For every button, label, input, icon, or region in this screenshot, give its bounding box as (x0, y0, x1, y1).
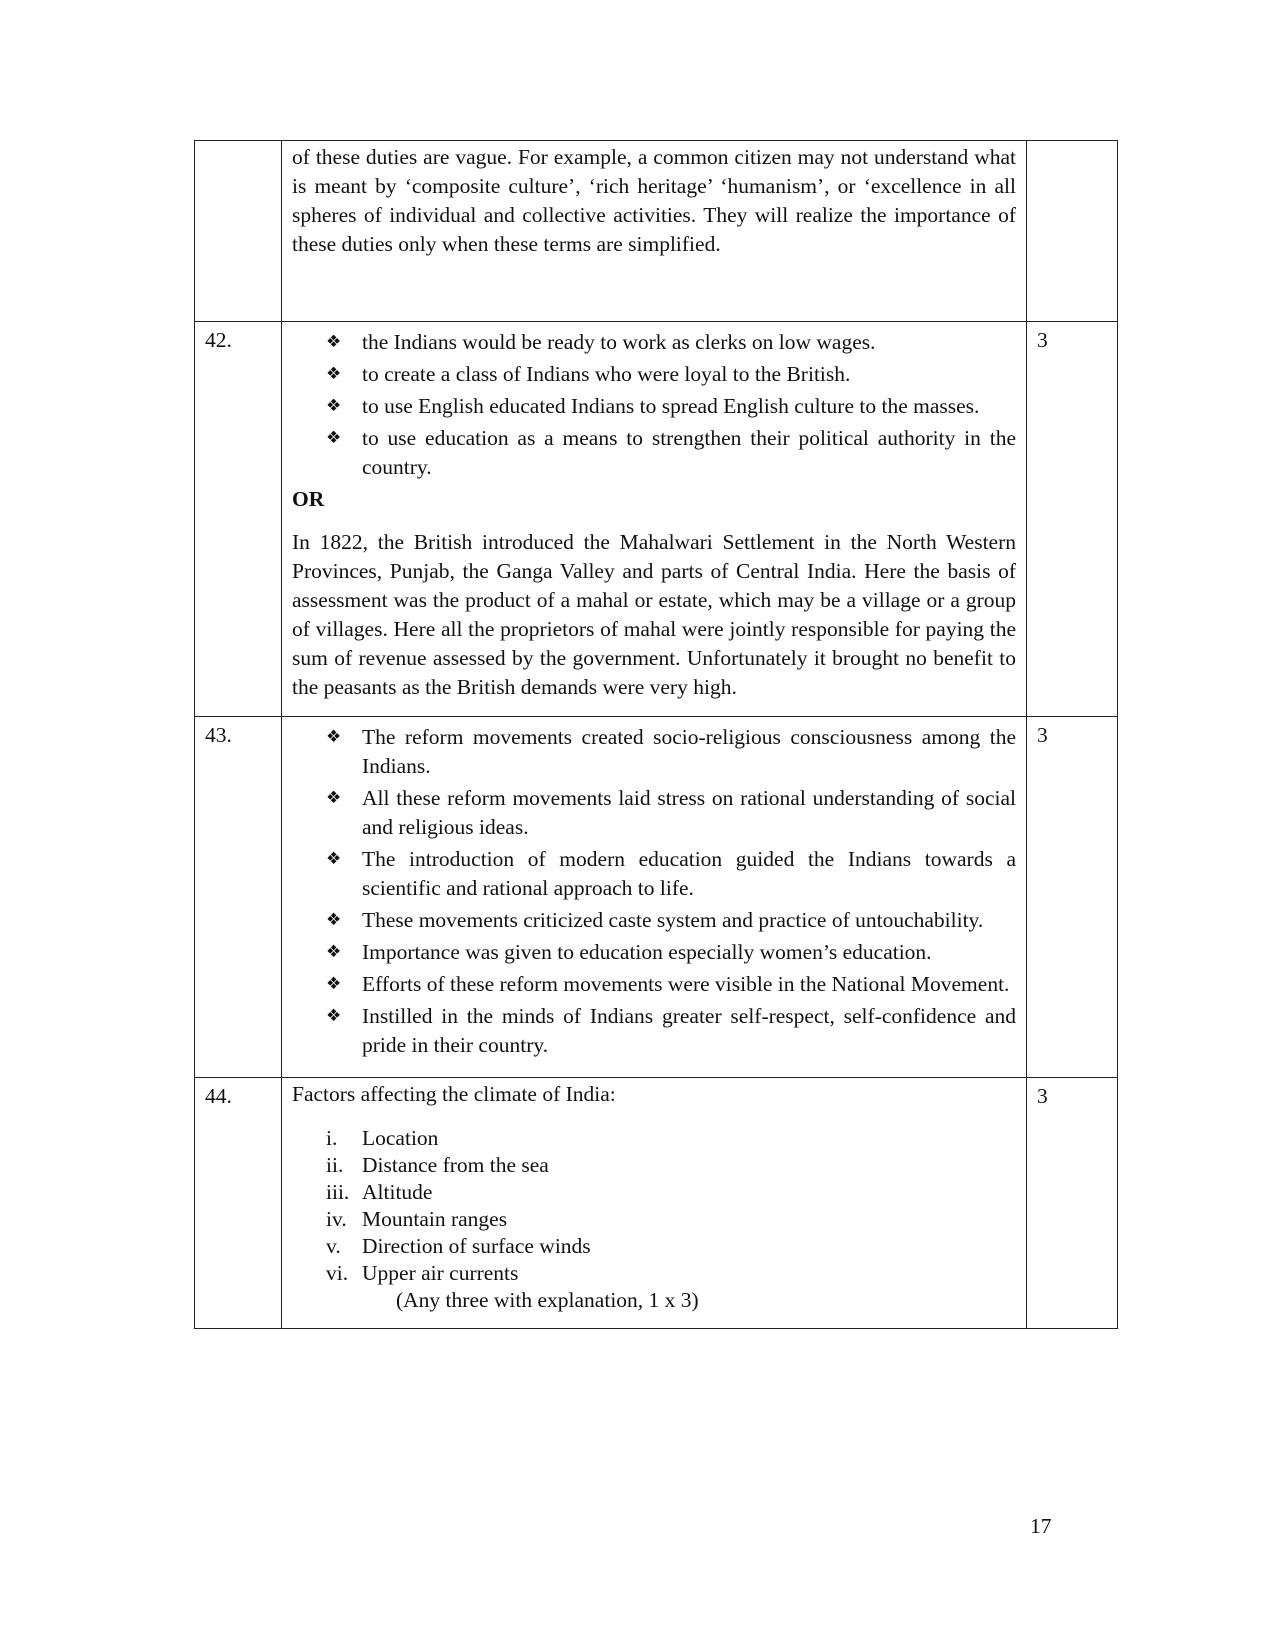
list-item: ❖ Importance was given to education especially women’s education. (292, 938, 1016, 967)
list-item: ii. Distance from the sea (326, 1153, 549, 1177)
diamond-bullet-icon: ❖ (326, 1006, 342, 1026)
table-row-continuation (195, 141, 1118, 322)
question-number: 44. (195, 1078, 282, 1329)
list-item: ❖ The introduction of modern education guided the Indians towards a scientific and rational approach to life. (326, 847, 1016, 900)
diamond-bullet-icon: ❖ (326, 942, 342, 962)
answer-content (282, 717, 1027, 1078)
question-number (195, 141, 282, 322)
diamond-bullet-icon: ❖ (326, 396, 342, 416)
or-label: OR (292, 487, 325, 511)
page-number: 17 (1030, 1514, 1052, 1538)
question-number: 43. (195, 717, 282, 1078)
list-item: iv. Mountain ranges (326, 1207, 508, 1231)
diamond-bullet-icon: ❖ (326, 910, 342, 930)
diamond-bullet-icon: ❖ (326, 974, 342, 994)
list-item: ❖ All these reform movements laid stress on rational understanding of social and religious ideas. (326, 786, 1016, 839)
list-item: ❖ Instilled in the minds of Indians greater self-respect, self-confidence and pride in their country. (326, 1004, 1016, 1057)
marks: 3 (1027, 322, 1118, 717)
answer-heading: Factors affecting the climate of India: (292, 1082, 616, 1106)
table-row-q43 (195, 717, 1118, 1078)
factor-list (292, 1125, 1016, 1287)
table-row-q44 (195, 1078, 1118, 1329)
answer-table (194, 140, 1118, 1329)
list-item: vi. Upper air currents (326, 1261, 519, 1285)
diamond-bullet-icon: ❖ (326, 364, 342, 384)
diamond-bullet-icon: ❖ (326, 788, 342, 808)
answer-content (282, 1078, 1027, 1329)
diamond-bullet-icon: ❖ (326, 428, 342, 448)
list-item: v. Direction of surface winds (326, 1234, 591, 1258)
marks: 3 (1027, 1078, 1118, 1329)
list-item: ❖ to use English educated Indians to spread English culture to the masses. (292, 392, 1016, 421)
list-item: ❖ the Indians would be ready to work as clerks on low wages. (292, 328, 1016, 357)
answer-paragraph: of these duties are vague. For example, a common citizen may not understand what is meant by ‘composite culture’, ‘rich heritage’ ‘humanism’, or ‘excellence in all spheres of individual and collective activities. They will realize the importance of these duties only when these terms are simplified. (292, 145, 1016, 256)
question-number: 42. (195, 322, 282, 717)
list-item: ❖ to use education as a means to strengthen their political authority in the country. (326, 426, 1016, 479)
list-item: ❖ These movements criticized caste system and practice of untouchability. (292, 906, 1016, 935)
list-item: iii. Altitude (326, 1180, 433, 1204)
table-row-q42 (195, 322, 1118, 717)
marking-note: (Any three with explanation, 1 x 3) (396, 1288, 699, 1312)
answer-content (282, 141, 1027, 322)
bullet-list (292, 328, 1016, 482)
marks (1027, 141, 1118, 322)
list-item: ❖ to create a class of Indians who were loyal to the British. (292, 360, 1016, 389)
marks: 3 (1027, 717, 1118, 1078)
list-item: ❖ Efforts of these reform movements were visible in the National Movement. (292, 970, 1016, 999)
diamond-bullet-icon: ❖ (326, 727, 342, 747)
list-item: i. Location (326, 1126, 439, 1150)
answer-content (282, 322, 1027, 717)
bullet-list (292, 723, 1016, 1060)
list-item: ❖ The reform movements created socio-religious consciousness among the Indians. (326, 725, 1016, 778)
diamond-bullet-icon: ❖ (326, 849, 342, 869)
answer-paragraph: In 1822, the British introduced the Mahalwari Settlement in the North Western Provinces, Punjab, the Ganga Valley and parts of Central India. Here the basis of assessment was the product of a mahal or estate, which may be a village or a group of villages. Here all the proprietors of mahal were jointly responsible for paying the sum of revenue assessed by the government. Unfortunately it brought no benefit to the peasants as the British demands were very high. (292, 530, 1016, 699)
diamond-bullet-icon: ❖ (326, 332, 342, 352)
